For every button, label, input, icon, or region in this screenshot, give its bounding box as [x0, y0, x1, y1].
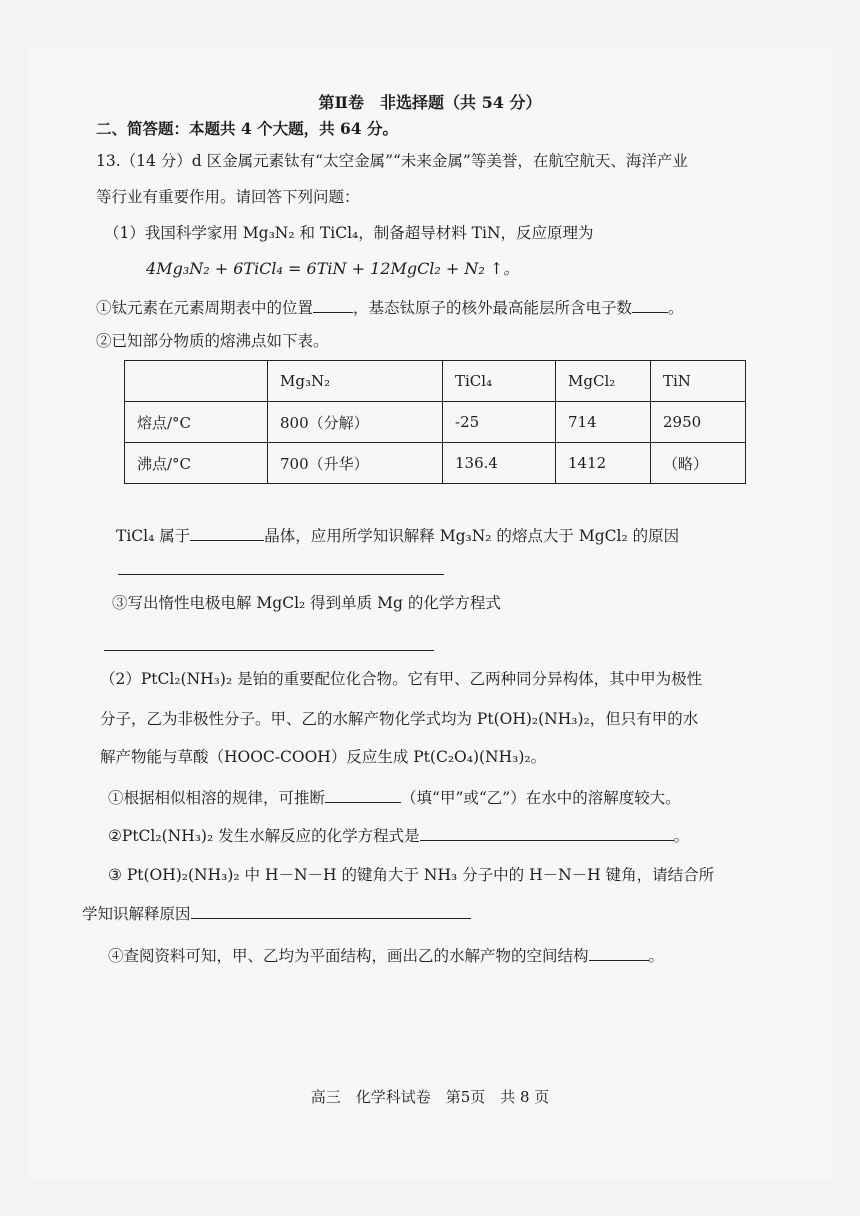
part-heading: 二、简答题：本题共 4 个大题，共 64 分。 — [96, 119, 398, 138]
table-cell: 700（升华） — [268, 443, 443, 484]
answer-line[interactable] — [104, 650, 434, 651]
question-text: TiCl₄ 属于 — [116, 527, 191, 545]
table-cell: （略） — [651, 443, 746, 484]
table-row — [125, 443, 746, 484]
table-cell: -25 — [443, 402, 556, 443]
punctuation: 。 — [668, 299, 684, 317]
q13-part2-line1: （2）PtCl₂(NH₃)₂ 是铂的重要配位化合物。它有甲、乙两种同分异构体，其中甲为极性 — [100, 670, 703, 688]
answer-blank[interactable] — [191, 902, 471, 919]
q13-part1-question3: ③写出惰性电极电解 MgCl₂ 得到单质 Mg 的化学方程式 — [112, 594, 501, 612]
table-header-cell — [125, 361, 268, 402]
q13-part2-question1 — [108, 786, 681, 809]
melting-boiling-table — [124, 360, 746, 484]
q13-part1-intro: （1）我国科学家用 Mg₃N₂ 和 TiCl₄，制备超导材料 TiN，反应原理为 — [104, 224, 594, 242]
table-header-row — [125, 361, 746, 402]
answer-blank[interactable] — [325, 786, 401, 803]
table-header-cell: Mg₃N₂ — [268, 361, 443, 402]
q13-part2-question4 — [108, 944, 664, 967]
table-cell: 熔点/°C — [125, 402, 268, 443]
q13-part2-question2 — [108, 824, 689, 847]
answer-blank[interactable] — [313, 296, 353, 313]
table-cell: 沸点/°C — [125, 443, 268, 484]
table-header-cell: TiCl₄ — [443, 361, 556, 402]
answer-blank[interactable] — [632, 296, 668, 313]
q13-intro-line2: 等行业有重要作用。请回答下列问题： — [96, 188, 360, 206]
punctuation: 。 — [648, 947, 665, 965]
answer-blank[interactable] — [190, 524, 264, 541]
question-text: 学知识解释原因 — [82, 905, 191, 923]
question-text: ①根据相似相溶的规律，可推断 — [108, 789, 326, 807]
q13-part2-line2: 分子，乙为非极性分子。甲、乙的水解产物化学式均为 Pt(OH)₂(NH₃)₂，但只有甲的水 — [100, 710, 699, 728]
table-cell: 2950 — [651, 402, 746, 443]
question-text: 晶体，应用所学知识解释 Mg₃N₂ 的熔点大于 MgCl₂ 的原因 — [264, 527, 680, 545]
table-cell: 136.4 — [443, 443, 556, 484]
q13-part1-question2-text — [116, 524, 679, 547]
answer-blank[interactable] — [589, 944, 649, 961]
table-cell: 1412 — [556, 443, 651, 484]
table-cell: 714 — [556, 402, 651, 443]
answer-blank[interactable] — [420, 824, 674, 841]
page-footer: 高三 化学科试卷 第5页 共 8 页 — [310, 1088, 550, 1106]
q13-part2-line3: 解产物能与草酸（HOOC-COOH）反应生成 Pt(C₂O₄)(NH₃)₂。 — [100, 748, 547, 766]
table-header-cell: MgCl₂ — [556, 361, 651, 402]
q13-part1-question2: ②已知部分物质的熔沸点如下表。 — [96, 332, 329, 350]
question-text: ②PtCl₂(NH₃)₂ 发生水解反应的化学方程式是 — [108, 827, 420, 845]
q13-part2-question3-line2 — [82, 902, 471, 925]
section-title: 第Ⅱ卷 非选择题（共 54 分） — [318, 93, 542, 112]
answer-line[interactable] — [118, 574, 444, 575]
question-text: ④查阅资料可知，甲、乙均为平面结构，画出乙的水解产物的空间结构 — [108, 947, 589, 965]
q13-part1-question1 — [96, 296, 684, 319]
question-text: （填“甲”或“乙”）在水中的溶解度较大。 — [401, 789, 681, 807]
punctuation: 。 — [673, 827, 690, 845]
table-header-cell: TiN — [651, 361, 746, 402]
table-row — [125, 402, 746, 443]
q13-intro-line1: 13.（14 分）d 区金属元素钛有“太空金属”“未来金属”等美誉，在航空航天、海洋产业 — [96, 152, 688, 170]
question-text: ，基态钛原子的核外最高能层所含电子数 — [353, 299, 633, 317]
q13-part2-question3-line1: ③ Pt(OH)₂(NH₃)₂ 中 H－N－H 的键角大于 NH₃ 分子中的 H－N－H 键角，请结合所 — [108, 866, 715, 884]
table-cell: 800（分解） — [268, 402, 443, 443]
reaction-equation: 4Mg₃N₂ + 6TiCl₄ = 6TiN + 12MgCl₂ + N₂ ↑。 — [146, 259, 520, 278]
question-text: ①钛元素在元素周期表中的位置 — [96, 299, 314, 317]
